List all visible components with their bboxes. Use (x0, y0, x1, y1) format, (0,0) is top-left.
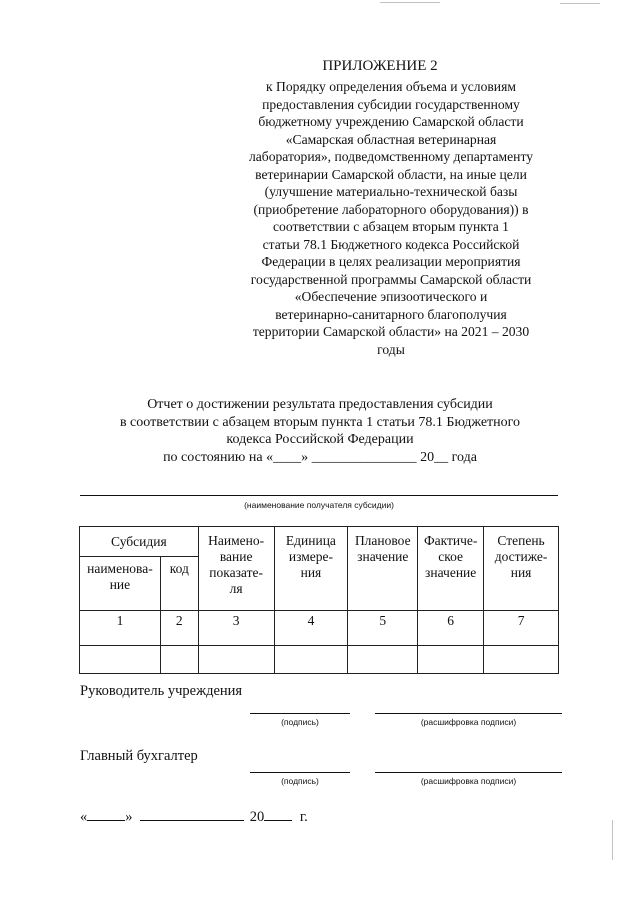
report-title-line: Отчет о достижении результата предоставления субсидии (147, 397, 493, 412)
table-row (80, 646, 559, 674)
table-cell (80, 646, 161, 674)
table-number-row (80, 611, 559, 646)
report-title-line: кодекса Российской Федерации (226, 432, 414, 447)
col-number: 4 (274, 611, 348, 646)
header-indicator-name: Наимено- вание показате- ля (198, 527, 274, 611)
table-header-row (80, 527, 559, 557)
col-number: 6 (418, 611, 484, 646)
appendix-line: (улучшение материально-технической базы (264, 184, 518, 199)
header-subsidy-code: код (160, 557, 198, 611)
appendix-line: «Обеспечение эпизоотического и (294, 289, 488, 304)
header-achievement: Степень достиже- ния (484, 527, 559, 611)
appendix-line: государственной программы Самарской области (250, 271, 532, 287)
appendix-line: территории Самарской области» на 2021 – 2030 (252, 324, 530, 339)
year-suffix: г. (299, 809, 308, 825)
table-cell (418, 646, 484, 674)
report-table (79, 526, 559, 674)
date-line (80, 806, 308, 826)
col-number: 5 (348, 611, 418, 646)
report-title (70, 396, 570, 466)
col-number: 1 (80, 611, 161, 646)
appendix-title: ПРИЛОЖЕНИЕ 2 (322, 58, 438, 74)
header-planned: Плановое значение (348, 527, 418, 611)
head-decode-caption: (расшифровка подписи) (420, 717, 517, 727)
accountant-decode-line (375, 772, 562, 773)
accountant-label: Главный бухгалтер (80, 748, 198, 764)
scan-artifact (560, 3, 600, 4)
head-signature-line (250, 713, 350, 714)
recipient-caption: (наименование получателя субсидии) (244, 500, 394, 510)
month-blank (140, 806, 244, 821)
accountant-signature-caption: (подпись) (281, 776, 319, 786)
table-cell (198, 646, 274, 674)
appendix-text (226, 78, 556, 358)
head-label: Руководитель учреждения (80, 683, 243, 699)
table-cell (274, 646, 348, 674)
col-number: 2 (160, 611, 198, 646)
appendix-line: бюджетному учреждению Самарской области (258, 114, 524, 129)
appendix-line: к Порядку определения объема и условиям (266, 79, 516, 94)
appendix-line: статьи 78.1 Бюджетного кодекса Российской (262, 236, 520, 252)
appendix-line: ветеринарии Самарской области, на иные цели (255, 166, 527, 182)
head-decode-line (375, 713, 562, 714)
head-signature-caption: (подпись) (281, 717, 319, 727)
header-actual: Фактиче- ское значение (418, 527, 484, 611)
appendix-line: лаборатория», подведомственному департаменту (248, 149, 534, 164)
header-subsidy-name: наименова- ние (80, 557, 161, 611)
table-cell (484, 646, 559, 674)
appendix-line: Федерации в целях реализации мероприятия (261, 254, 521, 269)
col-number: 3 (198, 611, 274, 646)
appendix-line: ветеринарно-санитарного благополучия (275, 306, 507, 322)
year-prefix: 20 (249, 809, 265, 825)
scan-artifact (380, 2, 440, 3)
report-title-line: в соответствии с абзацем вторым пункта 1 статьи 78.1 Бюджетного (119, 414, 521, 430)
date-close-quote: » (125, 809, 133, 825)
appendix-line: предоставления субсидии государственному (262, 96, 520, 112)
date-open-quote: « (80, 809, 88, 825)
appendix-line: годы (377, 341, 405, 357)
col-number: 7 (484, 611, 559, 646)
appendix-line: (приобретение лабораторного оборудования)) в (253, 201, 529, 217)
table-cell (160, 646, 198, 674)
appendix-line: соответствии с абзацем вторым пункта 1 (273, 219, 509, 234)
scan-artifact (612, 820, 613, 860)
recipient-line (80, 495, 558, 496)
header-subsidy: Субсидия (80, 527, 199, 557)
table-cell (348, 646, 418, 674)
accountant-signature-line (250, 772, 350, 773)
as-of-date-line: по состоянию на «____» _______________ 20__ года (163, 449, 477, 465)
accountant-decode-caption: (расшифровка подписи) (420, 776, 517, 786)
header-unit: Единица измере- ния (274, 527, 348, 611)
year-blank (264, 806, 292, 821)
appendix-line: «Самарская областная ветеринарная (285, 131, 497, 147)
day-blank (87, 806, 125, 821)
